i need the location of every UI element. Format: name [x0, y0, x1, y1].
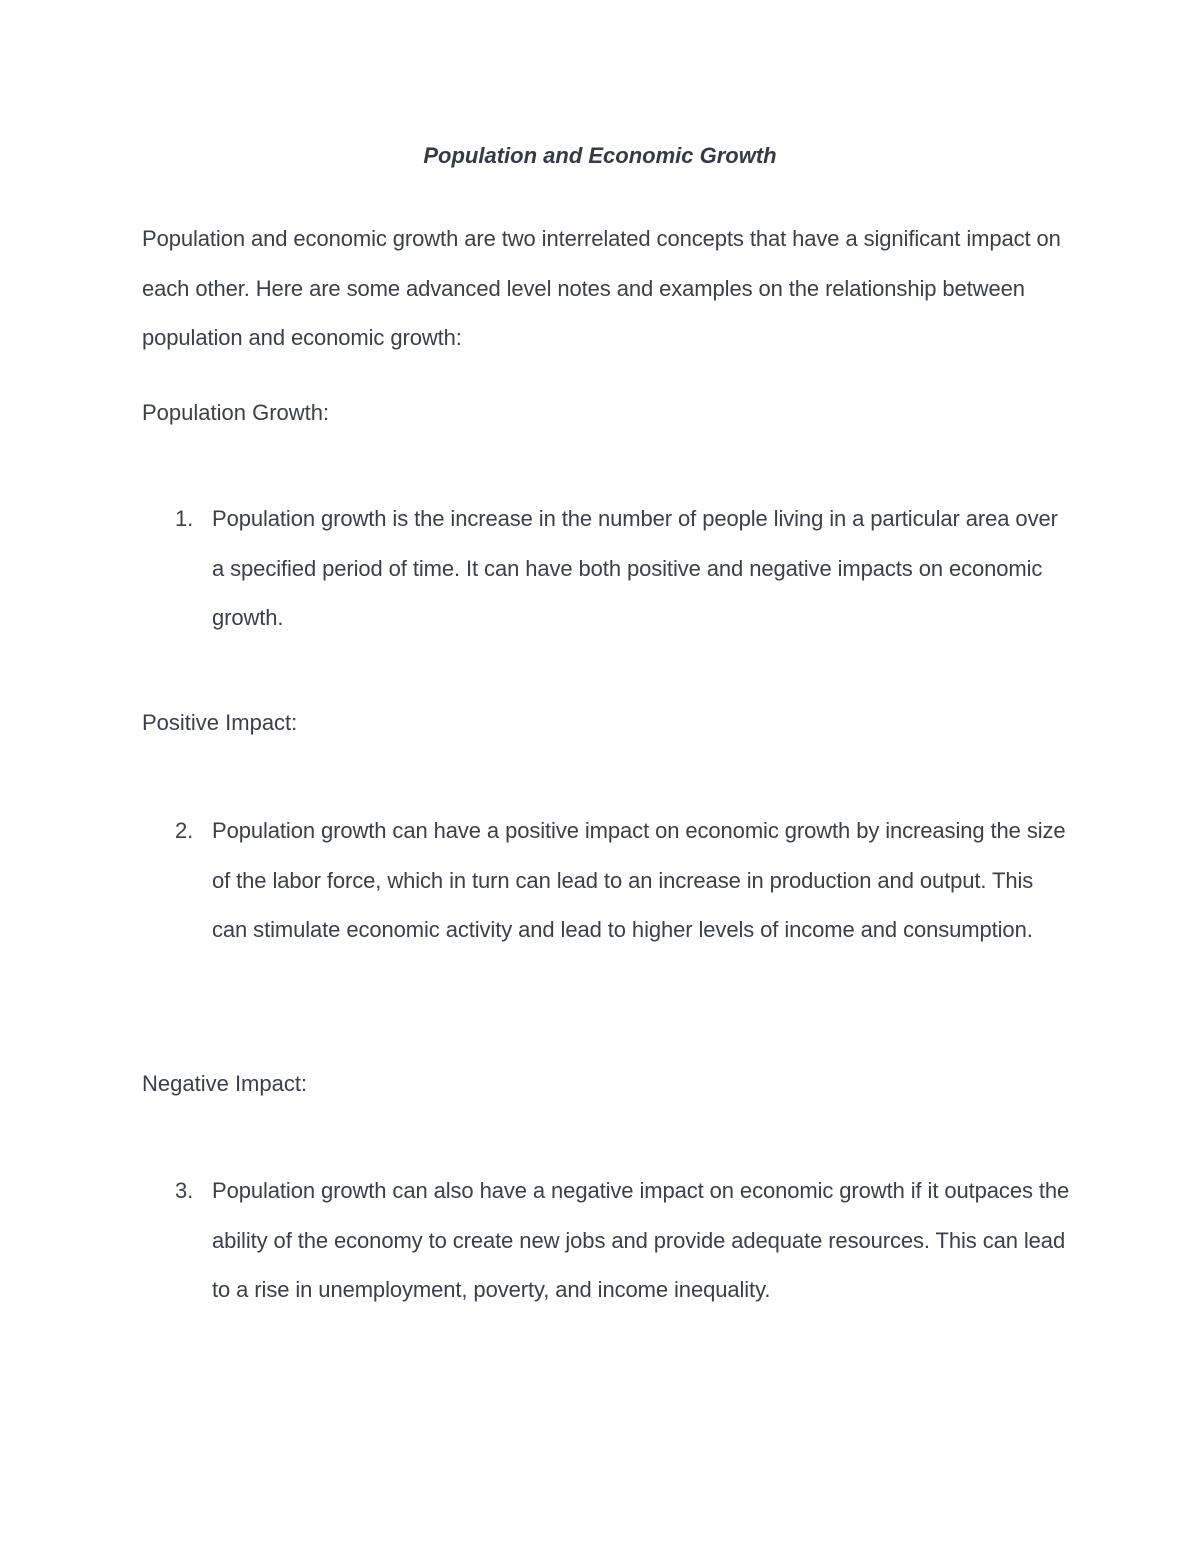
list-item-number: 1.	[175, 506, 194, 531]
list-item-number: 3.	[175, 1178, 194, 1203]
list-item	[175, 494, 1072, 643]
list-item-text: Population growth is the increase in the number of people living in a particular area over a specified period of time. It can have both positive and negative impacts on economic growth.	[212, 506, 1058, 630]
intro-paragraph: Population and economic growth are two interrelated concepts that have a significant impact on each other. Here are some advanced level notes and examples on the relationship between population and economic growth:	[142, 226, 1061, 350]
document-title: Population and Economic Growth	[423, 143, 777, 168]
section-heading-negative-impact: Negative Impact:	[142, 1071, 308, 1096]
list-item-text: Population growth can also have a negative impact on economic growth if it outpaces the ability of the economy to create new jobs and provide adequate resources. This can lead to a rise in unemployment, poverty, and income inequality.	[212, 1178, 1070, 1302]
list-item	[175, 1166, 1072, 1315]
section-heading-population-growth: Population Growth:	[142, 400, 330, 425]
list-item-text: Population growth can have a positive impact on economic growth by increasing the size of the labor force, which in turn can lead to an increase in production and output. This can stimulate economic activity and lead to higher levels of income and consumption.	[212, 818, 1066, 942]
list-item	[175, 806, 1072, 955]
list-item-number: 2.	[175, 818, 194, 843]
section-heading-positive-impact: Positive Impact:	[142, 710, 298, 735]
